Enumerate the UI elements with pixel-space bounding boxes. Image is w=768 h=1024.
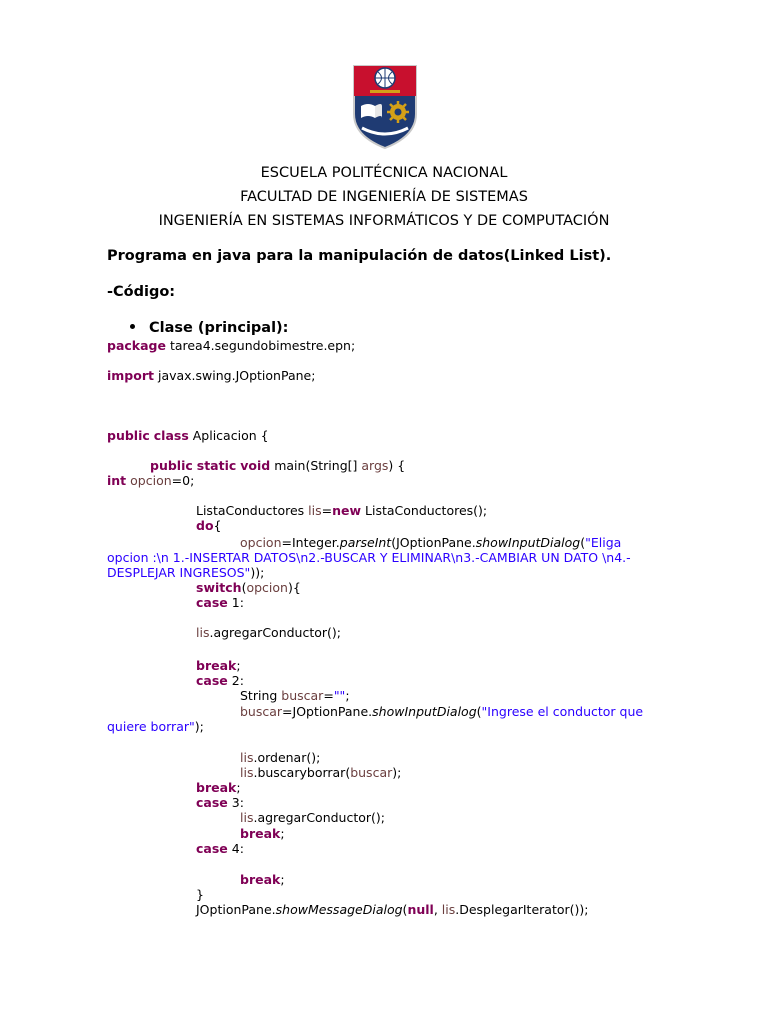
code-token: lis: [240, 750, 254, 765]
code-token: lis: [240, 810, 254, 825]
code-token: =: [321, 503, 333, 518]
code-token: case: [196, 795, 228, 810]
code-token: showMessageDialog: [275, 902, 403, 917]
code-token: 3:: [227, 795, 244, 810]
code-token: package: [107, 338, 166, 353]
document-title: Programa en java para la manipulación de datos(Linked List).: [107, 248, 612, 264]
code-token: switch: [196, 580, 242, 595]
code-token: ,: [433, 902, 442, 917]
code-token: "": [333, 688, 346, 703]
code-token: Aplicacion {: [188, 428, 269, 443]
code-token: lis: [441, 902, 456, 917]
code-token: static: [196, 458, 237, 473]
code-token: args: [361, 458, 389, 473]
code-token: buscar: [350, 765, 393, 780]
bullet-item: [130, 320, 289, 336]
program-name: INGENIERÍA EN SISTEMAS INFORMÁTICOS Y DE COMPUTACIÓN: [158, 213, 610, 229]
code-token: opcion: [240, 535, 282, 550]
code-line: [107, 338, 355, 353]
code-token: ){: [287, 580, 301, 595]
code-token: showInputDialog: [475, 535, 581, 550]
code-line: [196, 595, 244, 610]
code-token: showInputDialog: [372, 704, 477, 719]
code-line: [150, 458, 405, 473]
code-line: [107, 565, 264, 580]
code-line: [240, 765, 401, 780]
code-line: [196, 887, 204, 902]
code-token: 2:: [227, 673, 244, 688]
code-token: ;: [236, 780, 241, 795]
code-token: main(String[]: [270, 458, 362, 473]
code-token: tarea4.segundobimestre.epn;: [165, 338, 356, 353]
code-token: import: [107, 368, 154, 383]
section-heading: -Código:: [107, 284, 176, 300]
code-token: =0;: [171, 473, 195, 488]
code-token: do: [196, 518, 214, 533]
code-line: [107, 473, 194, 488]
code-token: String: [240, 688, 282, 703]
code-token: case: [196, 595, 228, 610]
code-token: .agregarConductor();: [253, 810, 386, 825]
code-token: "Ingrese el conductor que: [481, 704, 644, 719]
code-line: [196, 673, 244, 688]
code-token: =Integer.: [281, 535, 340, 550]
faculty-name: FACULTAD DE INGENIERÍA DE SISTEMAS: [240, 189, 528, 205]
code-line: [240, 535, 621, 550]
code-line: [196, 780, 241, 795]
code-token: (: [241, 580, 247, 595]
code-token: {: [213, 518, 222, 533]
code-token: (: [580, 535, 586, 550]
code-token: lis: [240, 765, 254, 780]
code-token: ;: [280, 826, 285, 841]
code-token: .ordenar();: [253, 750, 321, 765]
code-token: 1:: [227, 595, 244, 610]
code-token: (: [402, 902, 408, 917]
code-token: =JOptionPane.: [282, 704, 373, 719]
bullet-label: Clase (principal):: [149, 320, 289, 336]
code-token: .agregarConductor();: [209, 625, 342, 640]
code-line: [240, 688, 350, 703]
code-token: null: [407, 902, 434, 917]
code-token: javax.swing.JOptionPane;: [154, 368, 316, 383]
code-line: [240, 810, 385, 825]
code-line: [107, 550, 631, 565]
code-line: [107, 428, 269, 443]
code-line: [107, 719, 204, 734]
code-token: case: [196, 673, 228, 688]
school-name: ESCUELA POLITÉCNICA NACIONAL: [260, 165, 508, 181]
code-token: ;: [280, 872, 285, 887]
code-token: ;: [236, 658, 241, 673]
code-line: [196, 625, 341, 640]
code-token: break: [196, 658, 237, 673]
code-token: public: [150, 458, 193, 473]
code-token: ListaConductores: [196, 503, 309, 518]
code-line: [240, 750, 320, 765]
code-token: ) {: [388, 458, 406, 473]
code-line: [196, 795, 244, 810]
code-token: lis: [196, 625, 210, 640]
code-token: case: [196, 841, 228, 856]
code-line: [196, 841, 244, 856]
code-line: [196, 580, 301, 595]
code-token: (: [476, 704, 482, 719]
code-line: [240, 872, 285, 887]
code-token: opcion: [246, 580, 288, 595]
code-line: [107, 368, 315, 383]
code-token: opcion: [130, 473, 172, 488]
code-token: }: [196, 887, 204, 902]
code-line: [240, 826, 285, 841]
code-token: JOptionPane.: [196, 902, 276, 917]
code-token: break: [196, 780, 237, 795]
code-line: [196, 518, 222, 533]
code-token: int: [107, 473, 127, 488]
code-token: lis: [308, 503, 322, 518]
code-token: void: [240, 458, 271, 473]
code-token: .buscaryborrar(: [253, 765, 351, 780]
code-token: (JOptionPane.: [391, 535, 476, 550]
code-token: ;: [345, 688, 350, 703]
code-line: [196, 902, 588, 917]
code-line: [196, 503, 487, 518]
code-token: 4:: [227, 841, 244, 856]
code-line: [240, 704, 643, 719]
code-line: [196, 658, 241, 673]
code-token: quiere borrar": [107, 719, 195, 734]
bullet-icon: [130, 324, 135, 329]
code-token: DESPLEJAR INGRESOS": [107, 565, 251, 580]
code-token: "Eliga: [585, 535, 622, 550]
code-token: =: [323, 688, 334, 703]
code-token: buscar: [240, 704, 283, 719]
code-token: parseInt: [339, 535, 392, 550]
code-token: ));: [250, 565, 265, 580]
code-token: .DesplegarIterator());: [455, 902, 589, 917]
code-token: public: [107, 428, 150, 443]
code-token: );: [194, 719, 204, 734]
code-token: new: [332, 503, 362, 518]
university-crest-icon: [348, 62, 422, 150]
code-token: break: [240, 872, 281, 887]
code-token: buscar: [281, 688, 324, 703]
code-token: ListaConductores();: [361, 503, 488, 518]
code-token: break: [240, 826, 281, 841]
code-token: );: [392, 765, 402, 780]
code-token: opcion :\n 1.-INSERTAR DATOS\n2.-BUSCAR Y ELIMINAR\n3.-CAMBIAR UN DATO \n4.-: [107, 550, 631, 565]
code-token: class: [153, 428, 189, 443]
